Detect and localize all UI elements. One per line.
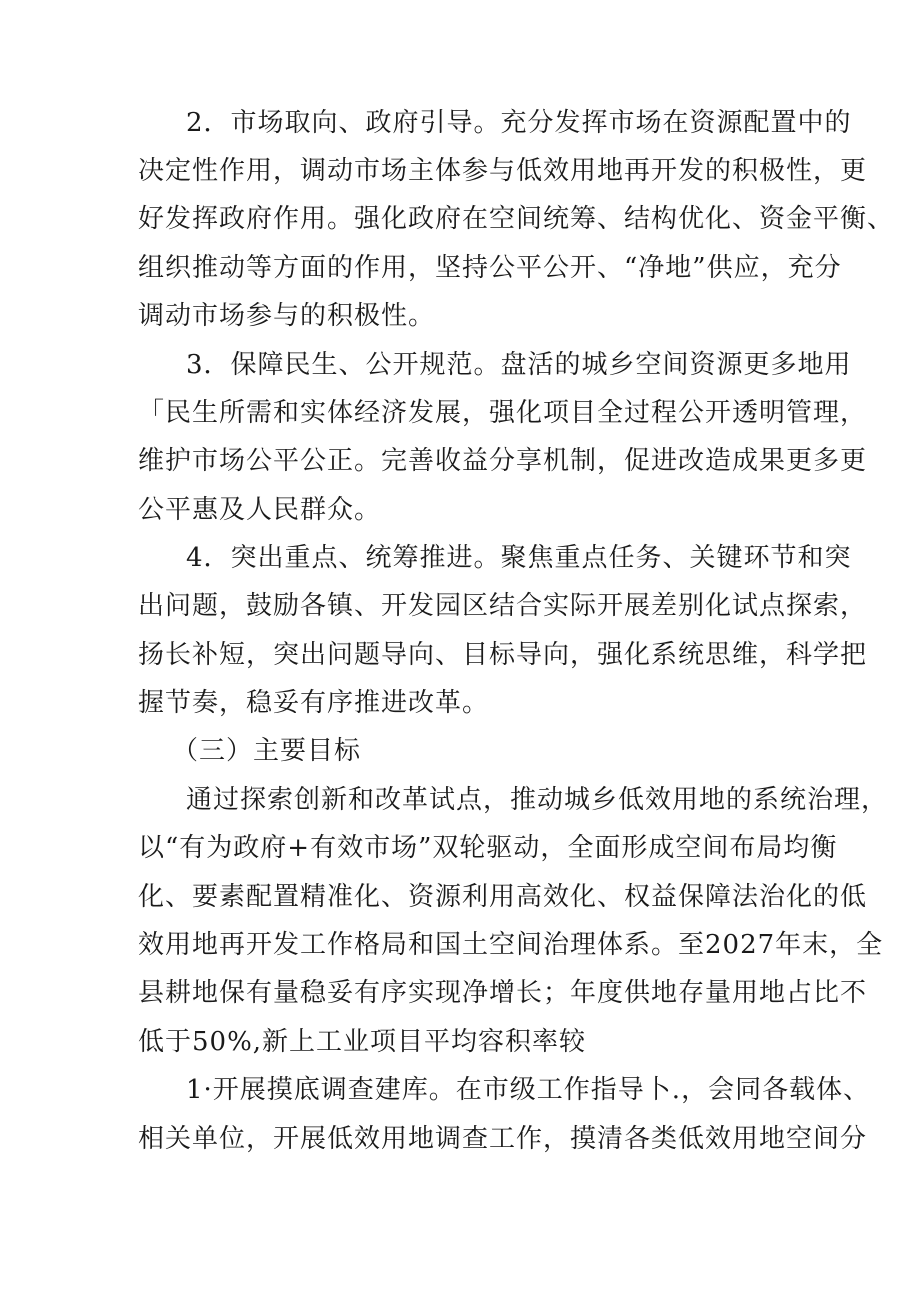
paragraph-line-20: 低于50%,新上工业项目平均容积率较 — [138, 1027, 587, 1057]
paragraph-line-9: 公平惠及人民群众。 — [138, 495, 382, 525]
paragraph-line-5: 调动市场参与的积极性。 — [138, 301, 436, 331]
paragraph-line-1: 2．市场取向、政府引导。充分发挥市场在资源配置中的 — [186, 108, 852, 138]
paragraph-line-22: 相关单位，开展低效用地调查工作，摸清各类低效用地空间分 — [138, 1124, 868, 1154]
paragraph-line-18: 效用地再开发工作格局和国土空间治理体系。至2027年末，全 — [138, 930, 884, 960]
section-heading: （三）主要目标 — [172, 736, 362, 766]
paragraph-line-4: 组织推动等方面的作用，坚持公平公开、“净地”供应，充分 — [138, 253, 842, 283]
paragraph-line-3: 好发挥政府作用。强化政府在空间统筹、结构优化、资金平衡、 — [138, 204, 895, 234]
paragraph-line-19: 县耕地保有量稳妥有序实现净增长；年度供地存量用地占比不 — [138, 978, 868, 1008]
paragraph-line-17: 化、要素配置精准化、资源利用高效化、权益保障法治化的低 — [138, 882, 868, 912]
paragraph-line-15: 通过探索创新和改革试点，推动城乡低效用地的系统治理， — [186, 785, 889, 815]
paragraph-line-12: 扬长补短，突出问题导向、目标导向，强化系统思维，科学把 — [138, 640, 868, 670]
paragraph-line-10: 4．突出重点、统筹推进。聚焦重点任务、关键环节和突 — [186, 543, 852, 573]
paragraph-line-2: 决定性作用，调动市场主体参与低效用地再开发的积极性，更 — [138, 156, 868, 186]
paragraph-line-21: 1·开展摸底调查建库。在市级工作指导卜.，会同各载体、 — [186, 1075, 871, 1105]
paragraph-line-13: 握节奏，稳妥有序推进改革。 — [138, 688, 490, 718]
paragraph-line-16: 以“有为政府+有效市场”双轮驱动，全面形成空间布局均衡 — [138, 833, 838, 863]
paragraph-line-11: 出问题，鼓励各镇、开发园区结合实际开展差别化试点探索， — [138, 591, 868, 621]
paragraph-line-7: 「民生所需和实体经济发展，强化项目全过程公开透明管理， — [138, 398, 868, 428]
paragraph-line-6: 3．保障民生、公开规范。盘活的城乡空间资源更多地用 — [186, 350, 852, 380]
paragraph-line-8: 维护市场公平公正。完善收益分享机制，促进改造成果更多更 — [138, 446, 868, 476]
